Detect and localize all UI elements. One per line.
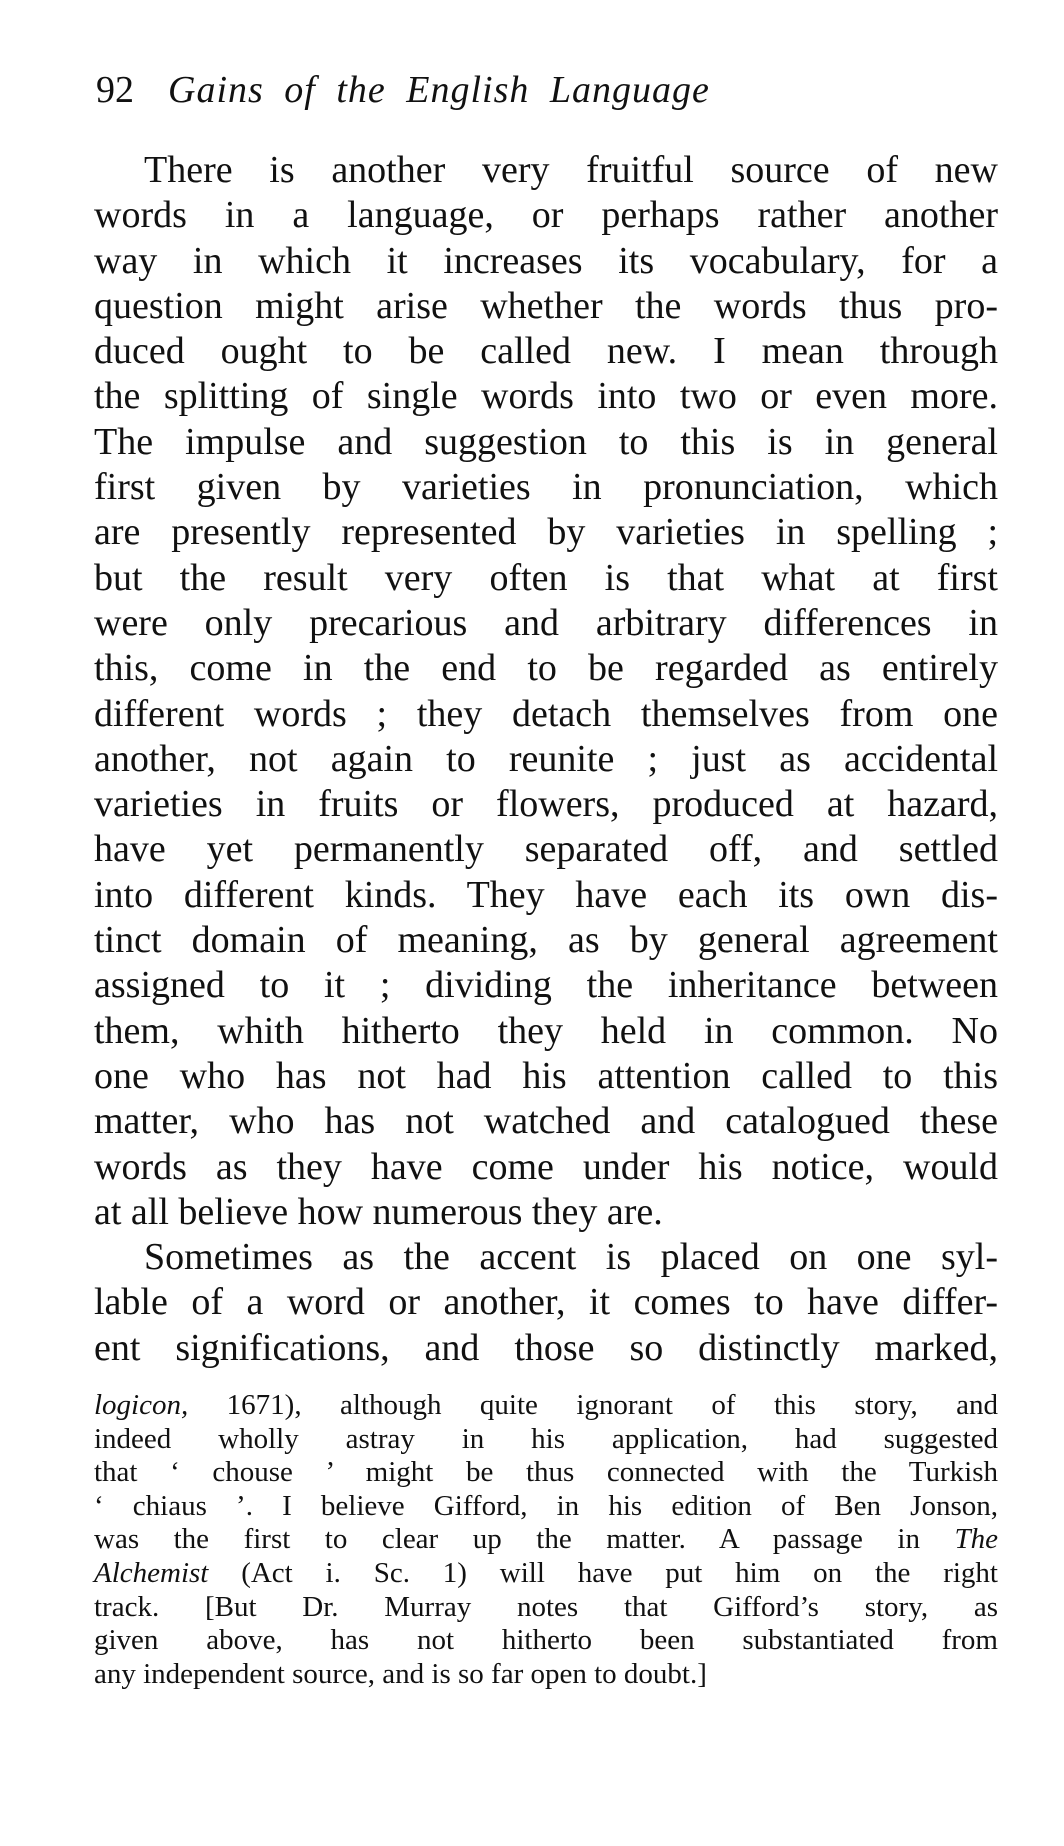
text-line: at all believe how numerous they are.	[94, 1190, 663, 1233]
text-line: but the result very often is that what at first	[94, 556, 998, 599]
text-line: way in which it increases its vocabulary, for a	[94, 239, 998, 282]
text-line: another, not again to reunite ; just as accidental	[94, 737, 998, 780]
footnote-line: ‘ chiaus ’. I believe Gifford, in his edition of Ben Jonson,	[94, 1489, 998, 1522]
text-line: this, come in the end to be regarded as entirely	[94, 647, 998, 690]
text-line: are presently represented by varieties in spelling ;	[94, 511, 998, 554]
running-head	[96, 64, 710, 116]
body-text	[94, 148, 998, 1371]
footnote-line: indeed wholly astray in his application, had suggested	[94, 1422, 998, 1455]
footnote-line	[94, 1523, 998, 1557]
text-line: assigned to it ; dividing the inheritance between	[94, 964, 998, 1007]
text-line: words as they have come under his notice, would	[94, 1145, 998, 1188]
text-line: one who has not had his attention called to this	[94, 1054, 998, 1097]
text-line: There is another very fruitful source of new	[144, 149, 998, 191]
footnote-italic: logicon,	[94, 1389, 189, 1421]
text-line: have yet permanently separated off, and settled	[94, 828, 998, 871]
text-line: words in a language, or perhaps rather another	[94, 194, 998, 237]
page-number: 92	[96, 69, 134, 111]
footnote-line: given above, has not hitherto been substantiated from	[94, 1624, 998, 1657]
footnote-line	[94, 1389, 998, 1423]
text-line: the splitting of single words into two or even more.	[94, 375, 998, 418]
footnote-text: 1671), although quite ignorant of this story, and	[188, 1389, 998, 1421]
footnote-italic: Alchemist	[94, 1556, 209, 1589]
footnote-line: that ‘ chouse ’ might be thus connected with the Turkish	[94, 1456, 998, 1489]
footnote-line: track. [But Dr. Murray notes that Gifford’s story, as	[94, 1590, 998, 1623]
text-line: question might arise whether the words thus pro-	[94, 284, 998, 327]
text-line: ent significations, and those so distinctly marked,	[94, 1326, 998, 1369]
footnote-text: was the first to clear up the matter. A passage in	[94, 1523, 955, 1556]
footnote-line	[94, 1557, 998, 1591]
text-line: Sometimes as the accent is placed on one syl-	[144, 1236, 998, 1279]
text-line: them, whith hitherto they held in common. No	[94, 1009, 998, 1052]
text-line: duced ought to be called new. I mean through	[94, 330, 998, 373]
text-line: first given by varieties in pronunciation, which	[94, 466, 998, 509]
text-line: tinct domain of meaning, as by general agreement	[94, 919, 998, 962]
text-line: lable of a word or another, it comes to have differ-	[94, 1281, 998, 1324]
footnote	[94, 1389, 998, 1691]
text-line: The impulse and suggestion to this is in general	[94, 420, 998, 463]
text-line: into different kinds. They have each its own dis-	[94, 873, 998, 916]
text-line: varieties in fruits or flowers, produced at hazard,	[94, 783, 998, 826]
text-line: were only precarious and arbitrary differences in	[94, 601, 998, 644]
footnote-line: any independent source, and is so far open to doubt.]	[94, 1657, 707, 1690]
text-line: different words ; they detach themselves from one	[94, 692, 998, 735]
text-line: matter, who has not watched and catalogued these	[94, 1100, 998, 1143]
running-title: Gains of the English Language	[168, 69, 710, 111]
footnote-text: (Act i. Sc. 1) will have put him on the right	[208, 1556, 998, 1589]
footnote-italic: The	[954, 1523, 998, 1556]
